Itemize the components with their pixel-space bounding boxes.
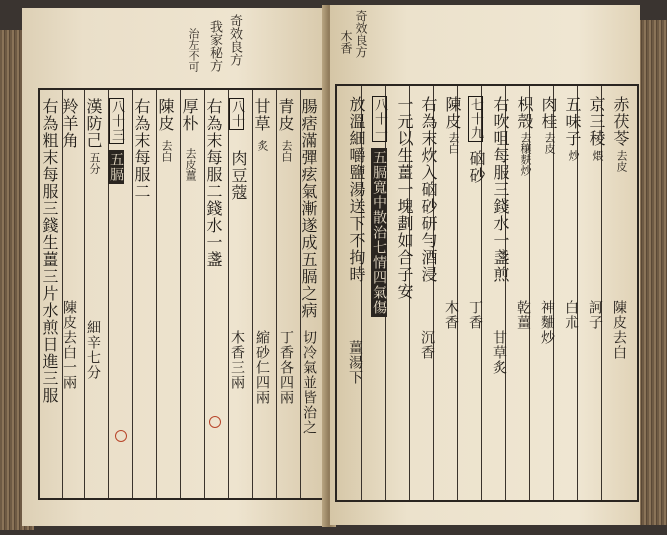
right-col-12-b: 薑湯下 xyxy=(347,340,363,385)
left-col-9-number: 八十三 xyxy=(109,100,124,142)
left-col-5: 右為末每服二錢水一盞 xyxy=(204,98,223,268)
left-col-7: 陳皮 xyxy=(156,98,175,132)
right-annotation-1: 奇效良方 xyxy=(354,10,368,58)
left-col-2-note: 去白 xyxy=(280,140,293,162)
left-col-3: 甘草 xyxy=(252,98,271,132)
left-col-2: 青皮 xyxy=(276,98,295,132)
right-col-5-note: 去穰麩炒 xyxy=(519,132,532,176)
left-col-8: 右為末每服二 xyxy=(132,98,151,200)
right-col-3-b: 白朮 xyxy=(563,300,579,330)
red-ink-mark xyxy=(115,430,127,442)
right-col-4: 肉桂 xyxy=(539,96,558,130)
left-annotation-3: 治左不可 xyxy=(187,28,200,72)
left-col-6-note: 去皮薑 xyxy=(184,148,197,181)
right-col-7: 硇砂 xyxy=(467,150,486,184)
right-col-3-note: 炒 xyxy=(567,150,580,161)
right-col-10: 一元以生薑一塊劃如合子安 xyxy=(395,96,414,300)
red-ink-mark xyxy=(209,416,221,428)
right-col-4-note: 去皮 xyxy=(543,132,556,154)
right-col-8-note: 去白 xyxy=(447,132,460,154)
left-col-4-b: 木香三兩 xyxy=(229,330,245,390)
right-col-3: 五味子 xyxy=(563,96,582,147)
right-col-5: 枳殼 xyxy=(515,96,534,130)
right-col-7-b: 丁香 xyxy=(467,300,483,330)
left-col-11-b: 陳皮去白一兩 xyxy=(61,300,77,390)
right-col-11-number: 八十一 xyxy=(372,98,387,140)
left-col-11: 羚羊角 xyxy=(60,98,79,149)
right-col-2-note: 煨 xyxy=(591,150,604,161)
right-col-1-note: 去皮 xyxy=(615,150,628,172)
left-col-10: 漢防己 xyxy=(84,98,103,149)
right-col-1-b: 陳皮去白 xyxy=(611,300,627,360)
right-col-1: 赤茯苓 xyxy=(611,96,630,147)
right-col-7-number: 七十九 xyxy=(468,98,483,140)
right-col-2: 京三稜 xyxy=(587,96,606,147)
right-col-8: 陳皮 xyxy=(443,96,462,130)
left-col-10-b: 細辛七分 xyxy=(85,320,101,380)
right-col-9: 右為末炊入硇砂研勻酒浸 xyxy=(419,96,438,283)
left-col-7-note: 去白 xyxy=(160,140,173,162)
left-col-4: 肉豆蔻 xyxy=(229,150,248,201)
left-col-6: 厚朴 xyxy=(180,98,199,132)
left-col-2-b: 丁香各四兩 xyxy=(278,330,294,405)
right-annotation-2: 木香 xyxy=(339,30,353,54)
left-col-3-b: 縮砂仁四兩 xyxy=(254,330,270,405)
left-annotation-2: 我家秘方 xyxy=(207,20,222,72)
left-col-9-title: 五膈 xyxy=(108,152,124,182)
right-col-8-b: 木香 xyxy=(443,300,459,330)
right-col-5-b: 乾薑 xyxy=(515,300,531,330)
left-col-12: 右為粗末每服三錢生薑三片水煎日進三服 xyxy=(40,98,59,404)
left-col-4-number: 八十 xyxy=(229,100,244,128)
left-col-1: 腸痞滿彈痃氣漸遂成五膈之病 xyxy=(299,98,318,319)
left-annotation-1: 奇效良方 xyxy=(227,14,242,66)
right-col-6-b: 甘草炙 xyxy=(491,330,507,375)
left-col-10-note: 五分 xyxy=(88,152,101,174)
right-col-9-b: 沉香 xyxy=(419,330,435,360)
right-col-2-b: 訶子 xyxy=(587,300,603,330)
left-col-1-b: 切冷氣並皆治之 xyxy=(301,330,317,435)
right-col-12: 放溫細嚼鹽湯送下不拘時 xyxy=(347,96,366,283)
right-col-6: 右吹咀每服三錢水一盞煎 xyxy=(491,96,510,283)
right-page-edge xyxy=(637,20,667,525)
left-col-3-note: 炙 xyxy=(256,140,269,151)
right-col-4-b: 神麯炒 xyxy=(539,300,555,345)
right-col-11-title: 五膈寬中散治七情四氣傷 xyxy=(371,150,387,315)
